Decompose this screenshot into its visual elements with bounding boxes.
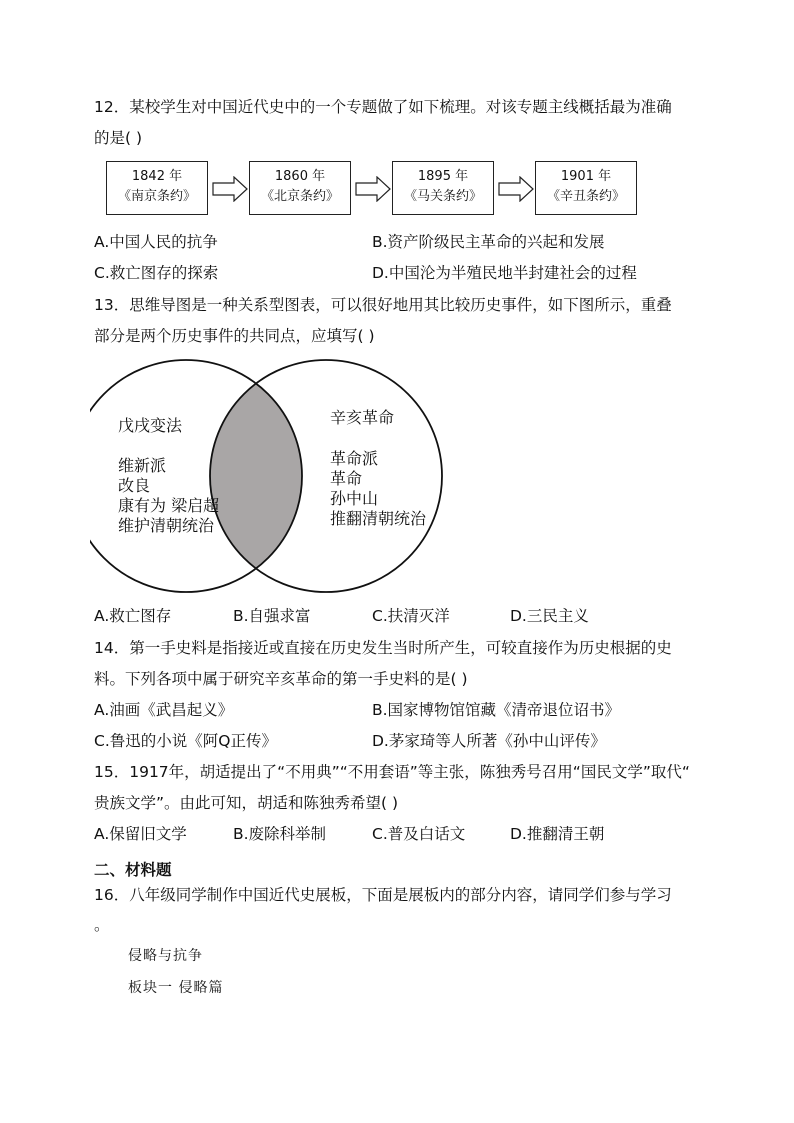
q13-option-b: B.自强求富 [233, 607, 311, 625]
q12-option-a: A.中国人民的抗争 [94, 233, 218, 251]
venn-right-title: 辛亥革命 [330, 408, 395, 427]
handwritten-title: 侵略与抗争 [128, 948, 203, 964]
flow-box-1860 [249, 161, 351, 215]
flow-arrow-icon [498, 176, 534, 202]
q16-stem-line1: 16．八年级同学制作中国近代史展板，下面是展板内的部分内容，请同学们参与学习 [94, 886, 672, 904]
q14-stem-line1: 14．第一手史料是指接近或直接在历史发生当时所产生，可较直接作为历史根据的史 [94, 639, 672, 657]
venn-left-item: 维新派 [118, 456, 167, 475]
q12-option-d: D.中国沦为半殖民地半封建社会的过程 [372, 264, 637, 282]
flow-box-1842 [106, 161, 208, 215]
q16-stem-line2: 。 [94, 916, 110, 934]
flow-treaty: 《马关条约》 [403, 189, 482, 204]
q12-stem-line2: 的是( ) [94, 129, 143, 147]
q15-stem-line2: 贵族文学”。由此可知，胡适和陈独秀希望( ) [94, 794, 399, 812]
q14-option-a: A.油画《武昌起义》 [94, 701, 234, 719]
venn-right-item: 推翻清朝统治 [330, 509, 427, 528]
q15-option-d: D.推翻清王朝 [510, 825, 605, 843]
venn-right-item: 孙中山 [330, 489, 379, 508]
flow-year: 1901 年 [560, 169, 612, 184]
q15-stem-line1: 15．1917年，胡适提出了“不用典”“不用套语”等主张，陈独秀号召用“国民文学”取代“ [94, 763, 690, 781]
q15-option-a: A.保留旧文学 [94, 825, 187, 843]
q13-stem-line1: 13．思维导图是一种关系型图表，可以很好地用其比较历史事件，如下图所示，重叠 [94, 296, 672, 314]
q14-option-b: B.国家博物馆馆藏《清帝退位诏书》 [372, 701, 621, 719]
venn-right-item: 革命派 [330, 449, 379, 468]
q13-stem-line2: 部分是两个历史事件的共同点，应填写( ) [94, 327, 375, 345]
venn-right-item: 革命 [330, 469, 363, 488]
flow-treaty: 《南京条约》 [117, 189, 196, 204]
venn-left-item: 康有为 梁启超 [118, 496, 220, 515]
flow-arrow-icon [212, 176, 248, 202]
q13-option-c: C.扶清灭洋 [372, 607, 450, 625]
venn-left-item: 改良 [118, 476, 151, 495]
venn-left-item: 维护清朝统治 [118, 516, 215, 535]
venn-left-title: 戊戌变法 [118, 416, 183, 435]
flow-year: 1895 年 [417, 169, 469, 184]
q13-option-d: D.三民主义 [510, 607, 589, 625]
flow-year: 1842 年 [131, 169, 183, 184]
handwritten-subtitle: 板块一 侵略篇 [128, 980, 224, 996]
flow-treaty: 《北京条约》 [260, 189, 339, 204]
flow-arrow-icon [355, 176, 391, 202]
section-heading: 二、材料题 [94, 861, 172, 879]
q12-stem-line1: 12．某校学生对中国近代史中的一个专题做了如下梳理。对该专题主线概括最为准确 [94, 98, 672, 116]
q15-option-b: B.废除科举制 [233, 825, 327, 843]
q14-stem-line2: 料。下列各项中属于研究辛亥革命的第一手史料的是( ) [94, 670, 468, 688]
q15-option-c: C.普及白话文 [372, 825, 466, 843]
q12-option-b: B.资产阶级民主革命的兴起和发展 [372, 233, 605, 251]
q12-option-c: C.救亡图存的探索 [94, 264, 219, 282]
flow-box-1901 [535, 161, 637, 215]
venn-overlap [210, 360, 442, 592]
q13-option-a: A.救亡图存 [94, 607, 172, 625]
q14-option-d: D.茅家琦等人所著《孙中山评传》 [372, 732, 606, 750]
q14-option-c: C.鲁迅的小说《阿Q正传》 [94, 732, 277, 750]
flow-treaty: 《辛丑条约》 [546, 189, 625, 204]
flow-box-1895 [392, 161, 494, 215]
flow-year: 1860 年 [274, 169, 326, 184]
